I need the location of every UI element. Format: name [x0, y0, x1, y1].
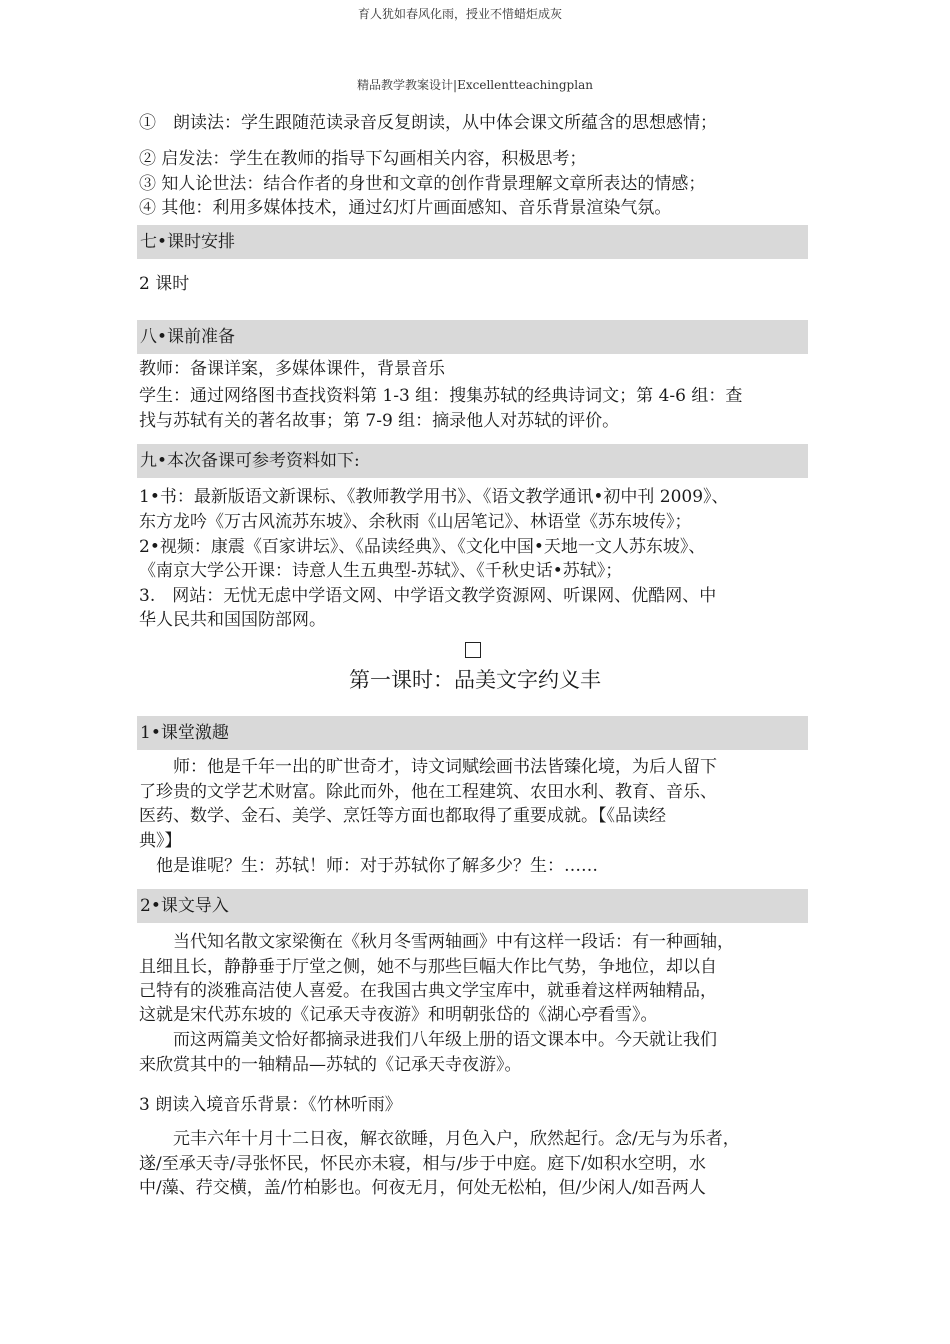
paragraph-line: 2•视频：康震《百家讲坛》、《品读经典》、《文化中国•天地一文人苏东坡》、 — [139, 537, 706, 557]
method-line: ③ 知人论世法：结合作者的身世和文章的创作背景理解文章所表达的情感； — [139, 174, 706, 194]
paragraph-line: 且细且长，静静垂于厅堂之侧，她不与那些巨幅大作比气势，争地位，却以自 — [139, 957, 717, 977]
paragraph-line: 而这两篇美文恰好都摘录进我们八年级上册的语文课本中。今天就让我们 — [139, 1030, 717, 1050]
paragraph-line: 他是谁呢？生：苏轼！师：对于苏轼你了解多少？生：…… — [139, 856, 598, 876]
lesson-title: 第一课时：品美文字约义丰 — [349, 668, 601, 692]
method-line: ① 朗读法：学生跟随范读录音反复朗读，从中体会课文所蕴含的思想感情； — [139, 113, 717, 133]
paragraph-line: 找与苏轼有关的著名故事；第 7-9 组：摘录他人对苏轼的评价。 — [139, 411, 620, 431]
paragraph-line: 1•书：最新版语文新课标、《教师教学用书》、《语文教学通讯•初中刊 2009》、 — [139, 487, 729, 507]
paragraph-line: 遂/至承天寺/寻张怀民，怀民亦未寝，相与/步于中庭。庭下/如积水空明，水 — [139, 1154, 706, 1174]
paragraph-line: 东方龙吟《万古风流苏东坡》、余秋雨《山居笔记》、林语堂《苏东坡传》； — [139, 512, 692, 532]
section-body: 2 课时 — [139, 274, 190, 294]
paragraph-line: 己特有的淡雅高洁使人喜爱。在我国古典文学宝库中，就垂着这样两轴精品， — [139, 981, 717, 1001]
paragraph-line: 这就是宋代苏东坡的《记承天寺夜游》和明朝张岱的《湖心亭看雪》。 — [139, 1005, 658, 1025]
paragraph-line: 学生：通过网络图书查找资料第 1-3 组：搜集苏轼的经典诗词文；第 4-6 组：查 — [139, 386, 743, 406]
paragraph-line: 医药、数学、金石、美学、烹饪等方面也都取得了重要成就。【《品读经 — [139, 806, 666, 826]
section-heading: 九•本次备课可参考资料如下: — [137, 444, 808, 478]
paragraph-line: 中/藻、荇交横，盖/竹柏影也。何夜无月，何处无松柏，但/少闲人/如吾两人 — [139, 1178, 706, 1198]
section-heading: 七•课时安排 — [137, 225, 808, 259]
section-heading: 八•课前准备 — [137, 320, 808, 354]
section-heading-plain: 3 朗读入境音乐背景：《竹林听雨》 — [139, 1095, 402, 1115]
section-heading: 1•课堂激趣 — [137, 716, 808, 750]
paragraph-line: 典》】 — [139, 831, 182, 851]
checkbox-glyph — [465, 642, 481, 658]
paragraph-line: 3. 网站：无忧无虑中学语文网、中学语文教学资源网、听课网、优酷网、中 — [139, 586, 717, 606]
paragraph-line: 了珍贵的文学艺术财富。除此而外，他在工程建筑、农田水利、教育、音乐、 — [139, 782, 717, 802]
paragraph-line: 来欣赏其中的一轴精品—苏轼的《记承天寺夜游》。 — [139, 1055, 522, 1075]
section-heading: 2•课文导入 — [137, 889, 808, 923]
header-motto: 育人犹如春风化雨，授业不惜蜡炬成灰 — [358, 7, 563, 21]
method-line: ④ 其他：利用多媒体技术，通过幻灯片画面感知、音乐背景渲染气氛。 — [139, 198, 672, 218]
paragraph-line: 教师：备课详案，多媒体课件，背景音乐 — [139, 359, 445, 379]
paragraph-line: 师：他是千年一出的旷世奇才，诗文词赋绘画书法皆臻化境，为后人留下 — [139, 757, 717, 777]
header-subtitle: 精品教学教案设计|Excellentteachingplan — [357, 78, 593, 92]
method-line: ② 启发法：学生在教师的指导下勾画相关内容，积极思考； — [139, 149, 587, 169]
paragraph-line: 当代知名散文家梁衡在《秋月冬雪两轴画》中有这样一段话：有一种画轴， — [139, 932, 734, 952]
paragraph-line: 华人民共和国国防部网。 — [139, 610, 326, 630]
paragraph-line: 《南京大学公开课：诗意人生五典型-苏轼》、《千秋史话•苏轼》； — [139, 561, 623, 581]
paragraph-line: 元丰六年十月十二日夜，解衣欲睡，月色入户，欣然起行。念/无与为乐者， — [139, 1129, 740, 1149]
